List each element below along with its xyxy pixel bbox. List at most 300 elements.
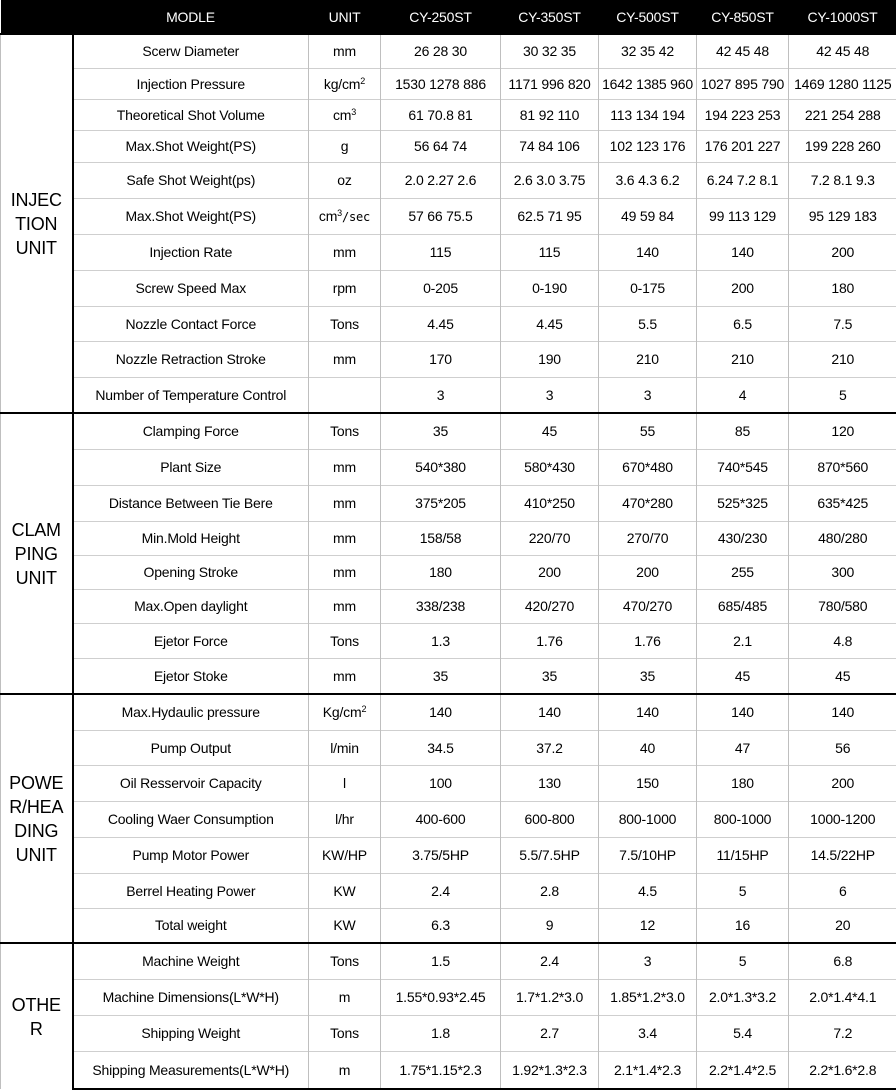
param-name: Max.Hydaulic pressure xyxy=(73,694,309,730)
value-cell: 150 xyxy=(599,765,697,801)
value-cell: 5 xyxy=(697,873,789,908)
param-name: Max.Shot Weight(PS) xyxy=(73,198,309,234)
unit-cell xyxy=(309,694,381,730)
unit-cell xyxy=(309,801,381,837)
unit-cell xyxy=(309,873,381,908)
value-cell: 1.5 xyxy=(381,943,501,979)
value-cell: 2.0*1.4*4.1 xyxy=(789,979,896,1015)
value-cell: 16 xyxy=(697,908,789,943)
section-label-line: OTHE xyxy=(11,994,61,1015)
value-cell: 2.0 2.27 2.6 xyxy=(381,162,501,198)
value-cell: 170 xyxy=(381,341,501,377)
value-cell: 6.8 xyxy=(789,943,896,979)
value-cell: 2.4 xyxy=(381,873,501,908)
value-cell: 85 xyxy=(697,413,789,449)
value-cell: 2.8 xyxy=(501,873,599,908)
table-row xyxy=(1,234,896,270)
value-cell: 0-205 xyxy=(381,270,501,306)
value-cell: 800-1000 xyxy=(599,801,697,837)
unit-text: mm xyxy=(333,564,356,580)
value-cell: 780/580 xyxy=(789,589,896,623)
unit-text: oz xyxy=(337,172,352,188)
unit-cell xyxy=(309,765,381,801)
unit-text: l xyxy=(343,775,346,791)
section-label-line: R/HEA xyxy=(9,796,64,817)
param-name: Ejetor Force xyxy=(73,623,309,658)
value-cell: 95 129 183 xyxy=(789,198,896,234)
value-cell: 56 64 74 xyxy=(381,130,501,162)
value-cell: 3 xyxy=(501,377,599,413)
value-cell: 180 xyxy=(381,555,501,589)
unit-text: mm xyxy=(333,530,356,546)
value-cell: 1642 1385 960 xyxy=(599,68,697,99)
unit-cell xyxy=(309,485,381,521)
param-name: Clamping Force xyxy=(73,413,309,449)
unit-cell xyxy=(309,130,381,162)
value-cell: 1.76 xyxy=(599,623,697,658)
value-cell: 870*560 xyxy=(789,449,896,485)
value-cell: 670*480 xyxy=(599,449,697,485)
value-cell: 430/230 xyxy=(697,521,789,555)
unit-cell xyxy=(309,449,381,485)
value-cell: 580*430 xyxy=(501,449,599,485)
value-cell: 470*280 xyxy=(599,485,697,521)
unit-text: g xyxy=(340,138,349,154)
value-cell: 140 xyxy=(501,694,599,730)
table-row xyxy=(1,730,896,765)
table-row xyxy=(1,555,896,589)
value-cell: 1027 895 790 xyxy=(697,68,789,99)
value-cell: 62.5 71 95 xyxy=(501,198,599,234)
table-row xyxy=(1,341,896,377)
value-cell: 3.6 4.3 6.2 xyxy=(599,162,697,198)
unit-text: Tons xyxy=(330,1025,359,1041)
value-cell: 140 xyxy=(599,234,697,270)
value-cell: 7.5/10HP xyxy=(599,837,697,873)
value-cell: 6 xyxy=(789,873,896,908)
param-name: Nozzle Contact Force xyxy=(73,306,309,341)
unit-cell xyxy=(309,99,381,130)
value-cell: 2.0*1.3*3.2 xyxy=(697,979,789,1015)
param-name: Max.Open daylight xyxy=(73,589,309,623)
value-cell: 1.8 xyxy=(381,1015,501,1051)
value-cell: 5.5/7.5HP xyxy=(501,837,599,873)
value-cell: 55 xyxy=(599,413,697,449)
param-name: Screw Speed Max xyxy=(73,270,309,306)
value-cell: 140 xyxy=(789,694,896,730)
unit-text: m xyxy=(338,989,351,1005)
unit-cell xyxy=(309,979,381,1015)
unit-text: mm xyxy=(333,459,356,475)
table-row xyxy=(1,801,896,837)
table-row xyxy=(1,162,896,198)
header-modle: MODLE xyxy=(73,0,309,34)
value-cell: 61 70.8 81 xyxy=(381,99,501,130)
value-cell: 200 xyxy=(501,555,599,589)
unit-text: mm xyxy=(333,598,356,614)
value-cell: 7.5 xyxy=(789,306,896,341)
param-name: Pump Output xyxy=(73,730,309,765)
table-row xyxy=(1,270,896,306)
param-name: Scerw Diameter xyxy=(73,34,309,68)
value-cell: 113 134 194 xyxy=(599,99,697,130)
value-cell: 4.8 xyxy=(789,623,896,658)
unit-text: Kg/cm xyxy=(322,704,362,721)
header-model: CY-250ST xyxy=(381,0,501,34)
value-cell: 35 xyxy=(381,413,501,449)
param-name: Plant Size xyxy=(73,449,309,485)
value-cell: 194 223 253 xyxy=(697,99,789,130)
value-cell: 3 xyxy=(381,377,501,413)
value-cell: 2.1*1.4*2.3 xyxy=(599,1051,697,1089)
unit-cell xyxy=(309,1051,381,1089)
value-cell: 600-800 xyxy=(501,801,599,837)
value-cell: 0-175 xyxy=(599,270,697,306)
table-row xyxy=(1,658,896,694)
value-cell: 6.3 xyxy=(381,908,501,943)
value-cell: 200 xyxy=(599,555,697,589)
value-cell: 11/15HP xyxy=(697,837,789,873)
param-name: Theoretical Shot Volume xyxy=(73,99,309,130)
value-cell: 1.85*1.2*3.0 xyxy=(599,979,697,1015)
value-cell: 1469 1280 1125 xyxy=(789,68,896,99)
value-cell: 56 xyxy=(789,730,896,765)
value-cell: 100 xyxy=(381,765,501,801)
value-cell: 1.55*0.93*2.45 xyxy=(381,979,501,1015)
value-cell: 30 32 35 xyxy=(501,34,599,68)
value-cell: 32 35 42 xyxy=(599,34,697,68)
value-cell: 210 xyxy=(789,341,896,377)
value-cell: 0-190 xyxy=(501,270,599,306)
value-cell: 102 123 176 xyxy=(599,130,697,162)
unit-cell xyxy=(309,234,381,270)
param-name: Injection Rate xyxy=(73,234,309,270)
unit-superscript: 2 xyxy=(360,75,366,86)
value-cell: 190 xyxy=(501,341,599,377)
param-name: Safe Shot Weight(ps) xyxy=(73,162,309,198)
table-row xyxy=(1,979,896,1015)
unit-cell xyxy=(309,68,381,99)
section-label-line: UNIT xyxy=(15,844,57,865)
table-row xyxy=(1,485,896,521)
unit-cell xyxy=(309,306,381,341)
value-cell: 130 xyxy=(501,765,599,801)
table-row xyxy=(1,623,896,658)
value-cell: 6.24 7.2 8.1 xyxy=(697,162,789,198)
value-cell: 4.5 xyxy=(599,873,697,908)
unit-cell xyxy=(309,555,381,589)
value-cell: 270/70 xyxy=(599,521,697,555)
spec-body xyxy=(1,34,896,1089)
param-name: Distance Between Tie Bere xyxy=(73,485,309,521)
param-name: Machine Weight xyxy=(73,943,309,979)
value-cell: 1530 1278 886 xyxy=(381,68,501,99)
value-cell: 3.75/5HP xyxy=(381,837,501,873)
unit-text: KW/HP xyxy=(322,847,367,863)
section-label-other xyxy=(1,943,73,1089)
value-cell: 800-1000 xyxy=(697,801,789,837)
value-cell: 45 xyxy=(789,658,896,694)
unit-text: cm xyxy=(332,106,352,123)
section-label-injection-unit xyxy=(1,34,73,413)
param-name: Number of Temperature Control xyxy=(73,377,309,413)
value-cell: 3 xyxy=(599,377,697,413)
unit-cell xyxy=(309,521,381,555)
param-name: Nozzle Retraction Stroke xyxy=(73,341,309,377)
value-cell: 5.5 xyxy=(599,306,697,341)
table-row xyxy=(1,377,896,413)
param-name: Min.Mold Height xyxy=(73,521,309,555)
unit-text: cm xyxy=(318,208,338,224)
table-row xyxy=(1,694,896,730)
value-cell: 199 228 260 xyxy=(789,130,896,162)
value-cell: 1000-1200 xyxy=(789,801,896,837)
value-cell: 375*205 xyxy=(381,485,501,521)
unit-cell xyxy=(309,908,381,943)
value-cell: 45 xyxy=(697,658,789,694)
value-cell: 7.2 8.1 9.3 xyxy=(789,162,896,198)
unit-superscript: 3 xyxy=(337,208,342,218)
section-label-line: UNIT xyxy=(15,567,57,588)
value-cell: 34.5 xyxy=(381,730,501,765)
value-cell: 210 xyxy=(599,341,697,377)
value-cell: 37.2 xyxy=(501,730,599,765)
section-label-line: POWE xyxy=(9,772,64,793)
table-row xyxy=(1,943,896,979)
table-row xyxy=(1,34,896,68)
value-cell: 4.45 xyxy=(501,306,599,341)
table-row xyxy=(1,68,896,99)
value-cell: 180 xyxy=(789,270,896,306)
unit-cell xyxy=(309,943,381,979)
unit-text: mm xyxy=(333,244,356,260)
table-row xyxy=(1,1015,896,1051)
unit-cell xyxy=(309,837,381,873)
table-row xyxy=(1,99,896,130)
value-cell: 220/70 xyxy=(501,521,599,555)
value-cell: 180 xyxy=(697,765,789,801)
unit-text: l/min xyxy=(330,739,359,756)
unit-cell xyxy=(309,623,381,658)
value-cell: 635*425 xyxy=(789,485,896,521)
unit-superscript: 3 xyxy=(351,106,357,117)
unit-text: KW xyxy=(333,917,356,934)
value-cell: 115 xyxy=(381,234,501,270)
value-cell: 40 xyxy=(599,730,697,765)
param-name: Pump Motor Power xyxy=(73,837,309,873)
unit-suffix: /sec xyxy=(341,210,371,224)
table-row xyxy=(1,589,896,623)
value-cell: 3.4 xyxy=(599,1015,697,1051)
value-cell: 35 xyxy=(381,658,501,694)
unit-cell xyxy=(309,1015,381,1051)
value-cell: 2.1 xyxy=(697,623,789,658)
value-cell: 255 xyxy=(697,555,789,589)
param-name: Shipping Measurements(L*W*H) xyxy=(73,1051,309,1089)
value-cell: 42 45 48 xyxy=(697,34,789,68)
unit-text: Tons xyxy=(330,315,359,332)
unit-text: Tons xyxy=(330,953,359,970)
value-cell: 47 xyxy=(697,730,789,765)
unit-text: Tons xyxy=(330,423,359,440)
value-cell: 685/485 xyxy=(697,589,789,623)
value-cell: 115 xyxy=(501,234,599,270)
param-name: Oil Resservoir Capacity xyxy=(73,765,309,801)
unit-cell xyxy=(309,270,381,306)
value-cell: 1.92*1.3*2.3 xyxy=(501,1051,599,1089)
value-cell: 120 xyxy=(789,413,896,449)
value-cell: 42 45 48 xyxy=(789,34,896,68)
section-label-line: UNIT xyxy=(15,237,57,258)
unit-text: Tons xyxy=(330,632,359,649)
param-name: Total weight xyxy=(73,908,309,943)
param-name: Ejetor Stoke xyxy=(73,658,309,694)
header-model: CY-500ST xyxy=(599,0,697,34)
value-cell: 45 xyxy=(501,413,599,449)
value-cell: 35 xyxy=(501,658,599,694)
section-label-line: INJEC xyxy=(10,189,62,210)
table-row xyxy=(1,765,896,801)
unit-cell xyxy=(309,658,381,694)
table-row xyxy=(1,1051,896,1089)
unit-text: rpm xyxy=(332,280,357,296)
value-cell: 4 xyxy=(697,377,789,413)
value-cell: 4.45 xyxy=(381,306,501,341)
value-cell: 158/58 xyxy=(381,521,501,555)
value-cell: 470/270 xyxy=(599,589,697,623)
table-row xyxy=(1,130,896,162)
value-cell: 1.76 xyxy=(501,623,599,658)
unit-superscript: 2 xyxy=(361,704,367,715)
unit-text: KW xyxy=(333,882,356,899)
value-cell: 2.6 3.0 3.75 xyxy=(501,162,599,198)
table-row xyxy=(1,449,896,485)
value-cell: 2.2*1.4*2.5 xyxy=(697,1051,789,1089)
value-cell: 5 xyxy=(789,377,896,413)
table-row xyxy=(1,306,896,341)
section-label-line: R xyxy=(29,1018,43,1039)
value-cell: 1.3 xyxy=(381,623,501,658)
value-cell: 525*325 xyxy=(697,485,789,521)
value-cell: 140 xyxy=(599,694,697,730)
unit-text: mm xyxy=(333,351,356,367)
value-cell: 140 xyxy=(381,694,501,730)
section-label-line: DING xyxy=(14,820,59,841)
param-name: Injection Pressure xyxy=(73,68,309,99)
value-cell: 338/238 xyxy=(381,589,501,623)
unit-text: mm xyxy=(333,495,356,511)
unit-text: mm xyxy=(333,667,356,684)
header-model: CY-350ST xyxy=(501,0,599,34)
value-cell: 2.2*1.6*2.8 xyxy=(789,1051,896,1089)
unit-text: m xyxy=(338,1061,351,1078)
value-cell: 221 254 288 xyxy=(789,99,896,130)
value-cell: 81 92 110 xyxy=(501,99,599,130)
param-name: Opening Stroke xyxy=(73,555,309,589)
value-cell: 210 xyxy=(697,341,789,377)
value-cell: 300 xyxy=(789,555,896,589)
unit-cell xyxy=(309,589,381,623)
value-cell: 74 84 106 xyxy=(501,130,599,162)
param-name: Berrel Heating Power xyxy=(73,873,309,908)
table-row xyxy=(1,413,896,449)
value-cell: 176 201 227 xyxy=(697,130,789,162)
unit-cell xyxy=(309,413,381,449)
value-cell: 14.5/22HP xyxy=(789,837,896,873)
value-cell: 49 59 84 xyxy=(599,198,697,234)
value-cell: 480/280 xyxy=(789,521,896,555)
value-cell: 6.5 xyxy=(697,306,789,341)
value-cell: 3 xyxy=(599,943,697,979)
value-cell: 5 xyxy=(697,943,789,979)
header-model: CY-1000ST xyxy=(789,0,896,34)
unit-cell xyxy=(309,162,381,198)
unit-cell xyxy=(309,377,381,413)
header-row xyxy=(1,0,896,34)
value-cell: 420/270 xyxy=(501,589,599,623)
value-cell: 740*545 xyxy=(697,449,789,485)
section-label-power-heading-unit xyxy=(1,694,73,943)
value-cell: 2.4 xyxy=(501,943,599,979)
param-name: Machine Dimensions(L*W*H) xyxy=(73,979,309,1015)
unit-cell xyxy=(309,34,381,68)
table-row xyxy=(1,521,896,555)
table-row xyxy=(1,837,896,873)
value-cell: 20 xyxy=(789,908,896,943)
value-cell: 1.75*1.15*2.3 xyxy=(381,1051,501,1089)
value-cell: 7.2 xyxy=(789,1015,896,1051)
value-cell: 200 xyxy=(789,765,896,801)
unit-text: kg/cm xyxy=(323,75,361,92)
table-row xyxy=(1,908,896,943)
value-cell: 12 xyxy=(599,908,697,943)
value-cell: 200 xyxy=(789,234,896,270)
unit-text: l/hr xyxy=(335,811,354,827)
param-name: Max.Shot Weight(PS) xyxy=(73,130,309,162)
value-cell: 9 xyxy=(501,908,599,943)
unit-cell xyxy=(309,730,381,765)
value-cell: 5.4 xyxy=(697,1015,789,1051)
section-label-clamping-unit xyxy=(1,413,73,694)
unit-text: mm xyxy=(333,43,356,60)
value-cell: 540*380 xyxy=(381,449,501,485)
value-cell: 200 xyxy=(697,270,789,306)
value-cell: 57 66 75.5 xyxy=(381,198,501,234)
value-cell: 140 xyxy=(697,694,789,730)
section-label-line: PING xyxy=(14,543,58,564)
value-cell: 410*250 xyxy=(501,485,599,521)
header-unit: UNIT xyxy=(309,0,381,34)
value-cell: 1.7*1.2*3.0 xyxy=(501,979,599,1015)
value-cell: 26 28 30 xyxy=(381,34,501,68)
table-row xyxy=(1,198,896,234)
header-blank xyxy=(1,0,73,34)
value-cell: 1171 996 820 xyxy=(501,68,599,99)
value-cell: 99 113 129 xyxy=(697,198,789,234)
section-label-line: TION xyxy=(15,213,58,234)
value-cell: 400-600 xyxy=(381,801,501,837)
table-row xyxy=(1,873,896,908)
section-label-line: CLAM xyxy=(11,519,61,540)
param-name: Cooling Waer Consumption xyxy=(73,801,309,837)
value-cell: 2.7 xyxy=(501,1015,599,1051)
header-model: CY-850ST xyxy=(697,0,789,34)
param-name: Shipping Weight xyxy=(73,1015,309,1051)
value-cell: 140 xyxy=(697,234,789,270)
unit-cell xyxy=(309,341,381,377)
unit-cell xyxy=(309,198,381,234)
value-cell: 35 xyxy=(599,658,697,694)
